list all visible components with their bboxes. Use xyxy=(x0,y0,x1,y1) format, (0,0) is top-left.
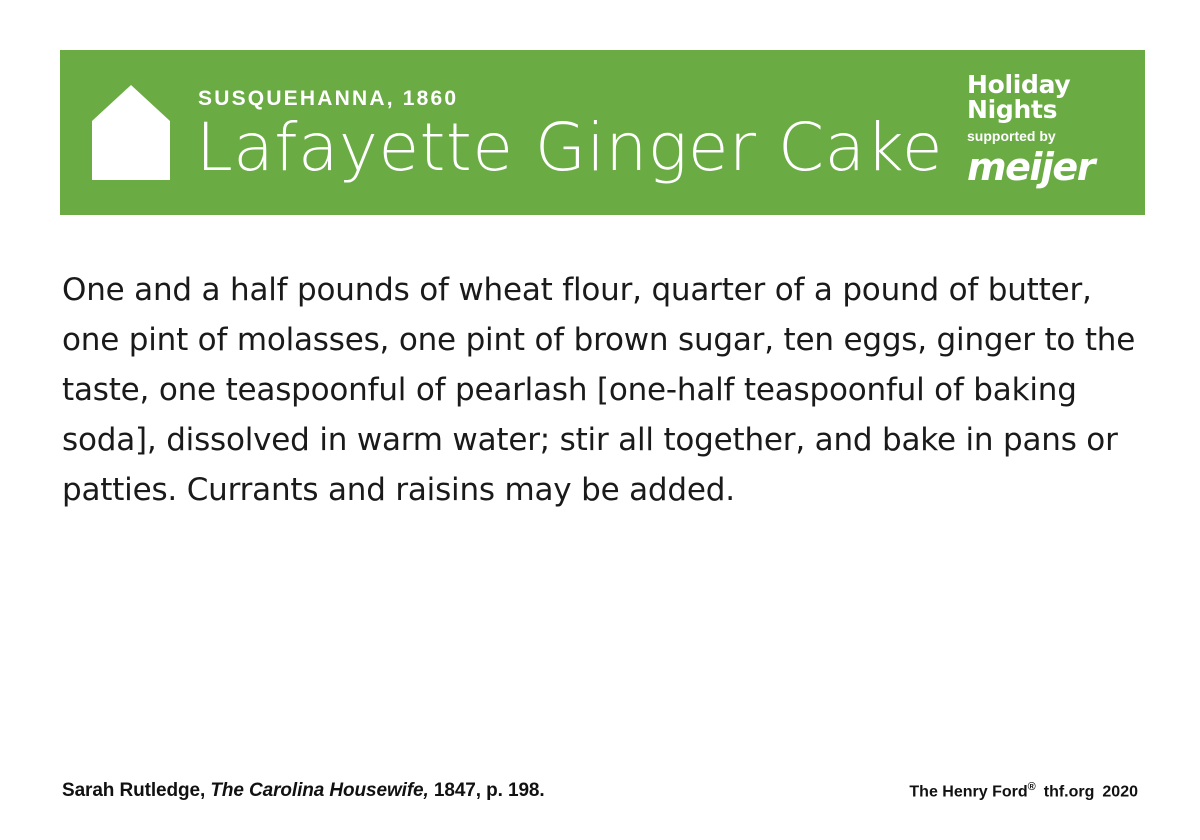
header-eyebrow: SUSQUEHANNA, 1860 xyxy=(198,86,459,110)
sponsor-title-line2: Nights xyxy=(967,95,1058,125)
recipe-body-text: One and a half pounds of wheat flour, quarter of a pound of butter, one pint of molasses, one pint of brown sugar, ten eggs, ginger to the taste, one teaspoonful of pearlash [one-half teaspoonful of baking soda], dissolved in warm water; stir all together, and bake in pans or patties. Currants and raisins may be added. xyxy=(62,272,1136,508)
sponsor-brand-name: meijer xyxy=(967,144,1094,189)
credit-website: thf.org xyxy=(1043,783,1095,800)
title-block xyxy=(194,83,967,186)
source-author: Sarah Rutledge, xyxy=(62,780,206,801)
page-title: Lafayette Ginger Cake xyxy=(196,108,944,186)
sponsor-supported-by-label: supported by xyxy=(967,127,1056,144)
sponsor-title-line1: Holiday xyxy=(967,69,1071,99)
source-citation xyxy=(62,780,545,802)
credit-year: 2020 xyxy=(1102,783,1138,800)
source-work-title: The Carolina Housewife, xyxy=(210,780,429,801)
registered-trademark-icon: ® xyxy=(1027,780,1036,793)
header-band xyxy=(60,50,1145,215)
sponsor-lockup xyxy=(967,69,1117,194)
institution-credit xyxy=(909,781,1138,801)
credit-organization: The Henry Ford xyxy=(909,783,1028,800)
house-icon xyxy=(92,85,170,180)
footer xyxy=(62,780,1138,802)
source-detail: 1847, p. 198. xyxy=(433,780,545,801)
